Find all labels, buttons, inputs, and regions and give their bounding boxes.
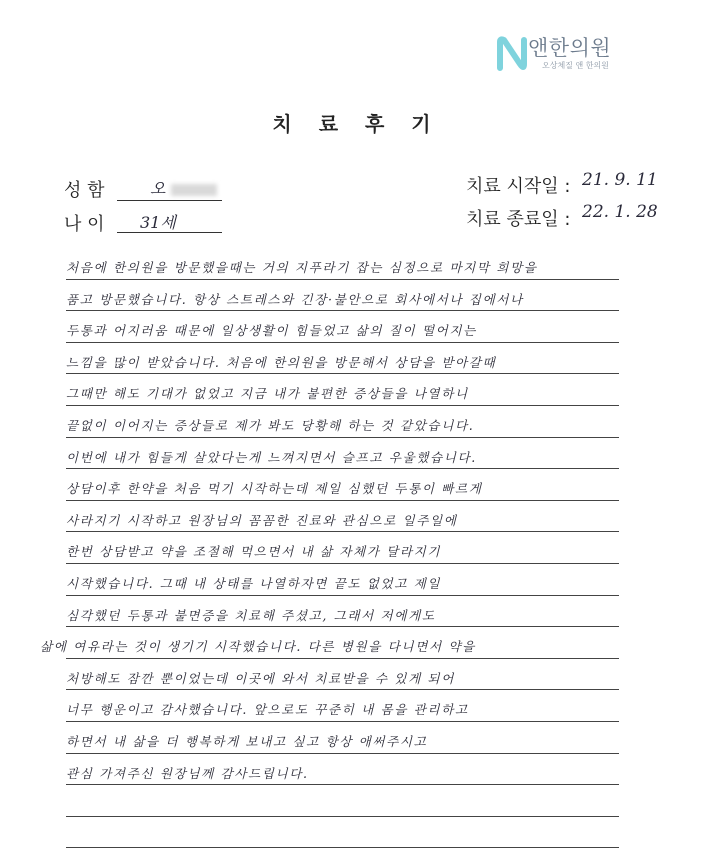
- ruled-line: [66, 310, 619, 311]
- start-date-field: [466, 172, 570, 198]
- review-line: 품고 방문했습니다. 항상 스트레스와 긴장·불안으로 회사에서나 집에서나: [66, 292, 524, 307]
- age-field: [64, 210, 105, 236]
- review-line: 관심 가져주신 원장님께 감사드립니다.: [66, 766, 309, 781]
- name-value-text: 오: [150, 179, 166, 198]
- review-line: 느낌을 많이 받았습니다. 처음에 한의원을 방문해서 상담을 받아갈때: [66, 355, 497, 370]
- ruled-line: [66, 468, 619, 469]
- start-date-value: 21. 9. 11: [582, 170, 658, 190]
- end-date-value: 22. 1. 28: [582, 202, 658, 222]
- review-line: 처음에 한의원을 방문했을때는 거의 지푸라기 잡는 심정으로 마지막 희망을: [66, 260, 538, 275]
- ruled-line: [66, 342, 619, 343]
- ruled-line: [66, 563, 619, 564]
- review-line: 삶에 여유라는 것이 생기기 시작했습니다. 다른 병원을 다니면서 약을: [40, 639, 476, 654]
- name-underline: [117, 200, 222, 201]
- ruled-line: [66, 753, 619, 754]
- age-label: 나 이: [64, 214, 105, 235]
- review-line: 사라지기 시작하고 원장님의 꼼꼼한 진료와 관심으로 일주일에: [66, 513, 458, 528]
- ruled-line: [66, 595, 619, 596]
- age-underline: [117, 232, 222, 233]
- ruled-line: [66, 437, 619, 438]
- review-line: 그때만 해도 기대가 없었고 지금 내가 불편한 증상들을 나열하니: [66, 386, 469, 401]
- name-label: 성 함: [64, 180, 105, 201]
- end-date-label: 치료 종료일 :: [466, 209, 571, 230]
- clinic-brand-name: 앤한의원: [528, 36, 612, 60]
- ruled-line: [66, 784, 619, 785]
- ruled-line: [66, 373, 619, 374]
- review-line: 처방해도 잠깐 뿐이었는데 이곳에 와서 치료받을 수 있게 되어: [66, 671, 455, 686]
- clinic-logo: [494, 28, 694, 88]
- ruled-line: [66, 279, 619, 280]
- name-value: [150, 176, 217, 199]
- review-line: 한번 상담받고 약을 조절해 먹으면서 내 삶 자체가 달라지기: [66, 544, 442, 559]
- review-line: 너무 행운이고 감사했습니다. 앞으로도 꾸준히 내 몸을 관리하고: [66, 702, 469, 717]
- ruled-line: [66, 626, 619, 627]
- review-line: 이번에 내가 힘들게 살았다는게 느껴지면서 슬프고 우울했습니다.: [66, 450, 477, 465]
- ruled-line: [66, 500, 619, 501]
- clinic-tagline: 오상체질 앤 한의원: [542, 61, 609, 70]
- review-line: 하면서 내 삶을 더 행복하게 보내고 싶고 항상 애써주시고: [66, 734, 428, 749]
- redacted-name-mosaic: [171, 184, 217, 196]
- review-line: 상담이후 한약을 처음 먹기 시작하는데 제일 심했던 두통이 빠르게: [66, 481, 483, 496]
- logo-mark-icon: [494, 34, 530, 74]
- review-line: 심각했던 두통과 불면증을 치료해 주셨고, 그래서 저에게도: [66, 608, 436, 623]
- ruled-line: [66, 721, 619, 722]
- ruled-line: [66, 405, 619, 406]
- name-field: [64, 176, 105, 202]
- review-line: 두통과 어지러움 때문에 일상생활이 힘들었고 삶의 질이 떨어지는: [66, 323, 477, 338]
- ruled-line: [66, 531, 619, 532]
- start-date-label: 치료 시작일 :: [466, 176, 571, 197]
- document-title: 치 료 후 기: [272, 112, 441, 136]
- ruled-line: [66, 816, 619, 817]
- review-line: 끝없이 이어지는 증상들로 제가 봐도 당황해 하는 것 같았습니다.: [66, 418, 475, 433]
- end-date-field: [466, 205, 570, 231]
- review-line: 시작했습니다. 그때 내 상태를 나열하자면 끝도 없었고 제일: [66, 576, 442, 591]
- ruled-line: [66, 658, 619, 659]
- age-value: 31세: [140, 213, 176, 232]
- ruled-line: [66, 689, 619, 690]
